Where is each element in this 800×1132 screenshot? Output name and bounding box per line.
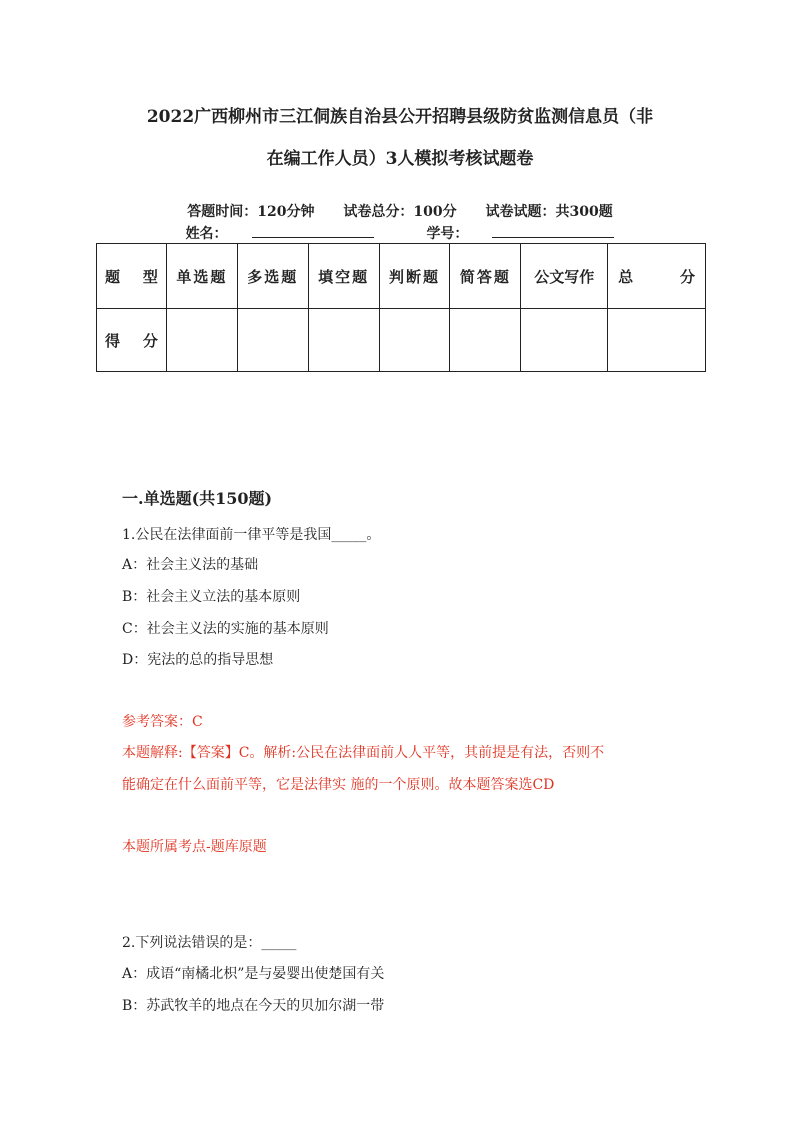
- q2-stem: 2.下列说法错误的是：_____: [122, 935, 297, 951]
- score-cell: [450, 309, 521, 372]
- exam-total-questions: 试卷试题：共300题: [485, 204, 613, 220]
- exam-title-line1: 2022广西柳州市三江侗族自治县公开招聘县级防贫监测信息员（非: [146, 107, 654, 127]
- header-short-answer: 简答题: [450, 244, 521, 309]
- score-row-label: 得 分: [97, 309, 167, 372]
- score-cell: [308, 309, 379, 372]
- score-table: [96, 243, 706, 372]
- exam-total-score: 试卷总分：100分: [343, 204, 457, 220]
- section-title: 一.单选题(共150题): [122, 489, 273, 508]
- score-cell: [521, 309, 608, 372]
- q1-explanation-line2: 能确定在什么面前平等，它是法律实 施的一个原则。故本题答案选CD: [122, 777, 555, 793]
- exam-time: 答题时间：120分钟: [187, 204, 315, 220]
- exam-title-line2: 在编工作人员）3人模拟考核试题卷: [266, 149, 534, 169]
- header-document-writing: 公文写作: [521, 244, 608, 309]
- header-total: 总 分: [608, 244, 706, 309]
- name-field: [174, 226, 386, 242]
- header-multiple-choice: 多选题: [237, 244, 308, 309]
- score-cell: [237, 309, 308, 372]
- q2-option-a: A：成语“南橘北枳”是与晏婴出使楚国有关: [122, 966, 385, 982]
- id-field: [414, 226, 626, 242]
- q1-explanation-line1: 本题解释:【答案】C。解析:公民在法律面前人人平等，其前提是有法，否则不: [122, 745, 605, 761]
- exam-meta: [0, 203, 800, 221]
- q1-topic: 本题所属考点-题库原题: [122, 839, 267, 855]
- score-cell: [379, 309, 450, 372]
- name-blank: [252, 225, 374, 238]
- header-fill-blank: 填空题: [308, 244, 379, 309]
- score-cell: [608, 309, 706, 372]
- score-table-score-row: [97, 309, 706, 372]
- id-label: 学号：: [426, 226, 469, 242]
- q1-option-c: C：社会主义法的实施的基本原则: [122, 621, 329, 637]
- q1-option-a: A：社会主义法的基础: [122, 557, 259, 573]
- score-table-header-row: [97, 244, 706, 309]
- q1-option-b: B：社会主义立法的基本原则: [122, 589, 301, 605]
- q2-option-b: B：苏武牧羊的地点在今天的贝加尔湖一带: [122, 998, 385, 1014]
- q1-option-d: D：宪法的总的指导思想: [122, 652, 274, 668]
- id-blank: [492, 225, 614, 238]
- header-single-choice: 单选题: [166, 244, 237, 309]
- score-cell: [166, 309, 237, 372]
- q1-answer: 参考答案：C: [122, 714, 203, 730]
- q1-stem: 1.公民在法律面前一律平等是我国_____。: [122, 527, 381, 543]
- header-question-type: 题 型: [97, 244, 167, 309]
- header-true-false: 判断题: [379, 244, 450, 309]
- name-label: 姓名：: [185, 226, 228, 242]
- student-info: [0, 225, 800, 243]
